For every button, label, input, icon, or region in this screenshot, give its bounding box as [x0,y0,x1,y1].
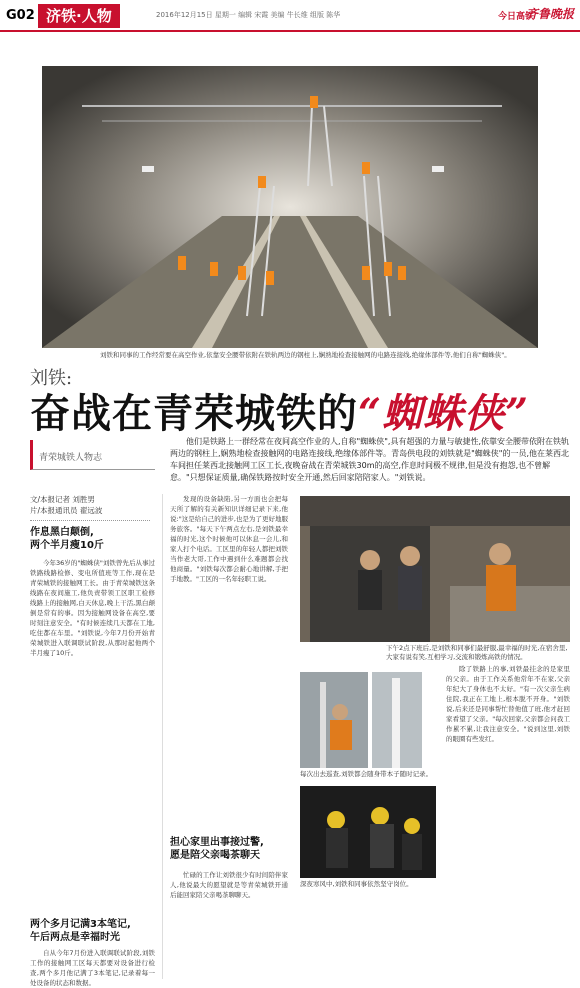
subhead-2-line1: 两个多月记满3本笔记, [30,919,131,930]
body-col1b-para: 自从今年7月份进入联调联试阶段,刘铁工作的接触网工区每天都要对设备进行检查,两个多月他记满了3本笔记,记录着每一处设备的状态和数据。 [30,949,155,987]
headline-main: 奋战在青荣城铁的 [30,391,358,437]
subhead-3-line2: 愿是陪父亲喝茶聊天 [170,850,260,861]
lead-paragraph: 他们是铁路上一群经常在夜间高空作业的人,自称"蜘蛛侠",具有超强的力量与敏捷性,依靠安全腰带依附在铁轨两边的钢柱上,娴熟地检查接触网的电路连接线,绝缘体部件等。青岛供电段的刘铁就是"蜘蛛侠"的一员,他在莱西北车间担任莱西北接触网工区工长,夜晚奋战在青荣城铁30m的高空,作息时间极不规律,但是没有抱怨,也不曾解怠。"只想保证质量,确保铁路按时安全开通,然后回家陪陪家人。"刘铁说。 [170,437,569,482]
subhead-2 [30,918,155,944]
notebook-photo-caption: 每次出去巡查,刘铁都会随身带本子随时记录。 [300,770,433,778]
night-photo [300,786,436,878]
page-header [0,0,580,32]
notebook-illustration [300,672,368,768]
dormitory-illustration [300,496,570,642]
body-column-1b [30,948,155,987]
subhead-1-line2: 两个半月瘦10斤 [30,540,104,551]
column-tag: 青荣城铁人物志 [30,440,155,470]
byline-photo: 片/本报通讯员 翟远波 [30,506,103,515]
dormitory-photo-caption: 下午2点下班后,是刘铁和同事们最舒服,最幸福的时光,在宿舍里,大家有说有笑,互相学习,交流和锻炼高铁的情况。 [386,644,568,661]
subhead-3 [170,836,290,862]
headline-kicker: 刘铁: [30,368,73,389]
page-number: G02 [6,8,35,23]
tower-illustration [372,672,422,768]
subhead-2-line2: 午后两点是幸福时光 [30,932,120,943]
body-col2-para: 发现的设备缺陷,另一方面也会把每天所了解的有关新知识详细记录下来,他说:"这是给自己的进步,也是为了更好地服务旅客。"每天下午两点左右,是刘铁最幸福的时光,这个时候他可以休息一会儿,和家人打个电话。工区里的年轻人都把刘铁当作老大哥,工作中遇到什么难题都会找他商量。"刘铁每次都会耐心地讲解,手把手地教。"工区的一名年轻职工说。 [170,495,288,583]
body-column-3 [446,664,570,978]
subhead-1-line1: 作息黑白颠倒, [30,527,94,538]
subhead-3-line1: 担心家里出事接过警, [170,837,264,848]
subhead-1 [30,526,155,552]
issue-meta: 2016年12月15日 星期一 编辑 宋霞 美编 牛长维 组版 陈华 [156,11,341,19]
newspaper-logo: 齐鲁晚报 [525,7,574,21]
byline-writer: 文/本报记者 刘胜男 [30,495,95,504]
headline-quote: “蜘蛛侠” [358,390,530,437]
body-col3-para: 除了铁路上的事,刘铁最挂念的是家里的父亲。由于工作关系他常年不在家,父亲年纪大了身体也不太好。"有一次父亲生病住院,我正在工地上,根本脱不开身。"刘铁说,后来还是同事帮忙替他值了班,他才赶回家看望了父亲。"每次回家,父亲都会问我工作累不累,让我注意安全。"说到这里,刘铁的眼圈有些发红。 [446,665,570,743]
bylines [30,494,150,521]
body-col2b-para: 忙碌的工作让刘铁很少有时间陪伴家人,他说最大的愿望就是等青荣城铁开通后能回家陪父亲喝茶聊聊天。 [170,871,288,899]
notebook-photo [300,672,368,768]
tunnel-illustration [42,66,538,348]
tower-photo [372,672,422,768]
body-column-2b [170,870,288,978]
main-photo-caption: 刘铁和同事的工作经常要在高空作业,依靠安全腰带依附在铁轨两边的钢柱上,娴熟地检查接触网的电路连接线,绝缘体部件等,他们自称"蜘蛛侠"。 [100,351,511,359]
body-column-1 [30,558,155,914]
night-illustration [300,786,436,878]
headline [30,382,529,439]
main-photo [42,66,538,348]
section-title: 济铁·人物 [38,4,120,28]
body-col1-para: 今年36岁的"蜘蛛侠"刘铁曾先后从事过铁路线路检修、变电所值班等工作,现在是青荣城铁的接触网工长。由于青荣城铁这条线路在夜间施工,他负责带领工区职工检修线路上的接触网,白天休息,晚上干活,黑白颠倒是常有的事。因为接触网设备在高空,要时刻注意安全。"有时候连续几天都在工地,吃住都在车里。"刘铁说,今年7月份开始青荣城铁进入联调联试阶段,从那时起他两个半月瘦了10斤。 [30,559,155,657]
body-column-2 [170,494,288,830]
dormitory-photo [300,496,570,642]
brand-label: 今日高铁 [497,12,534,22]
column-divider [162,494,163,979]
night-photo-caption: 深夜寒风中,刘铁和同事依然坚守岗位。 [300,880,413,888]
